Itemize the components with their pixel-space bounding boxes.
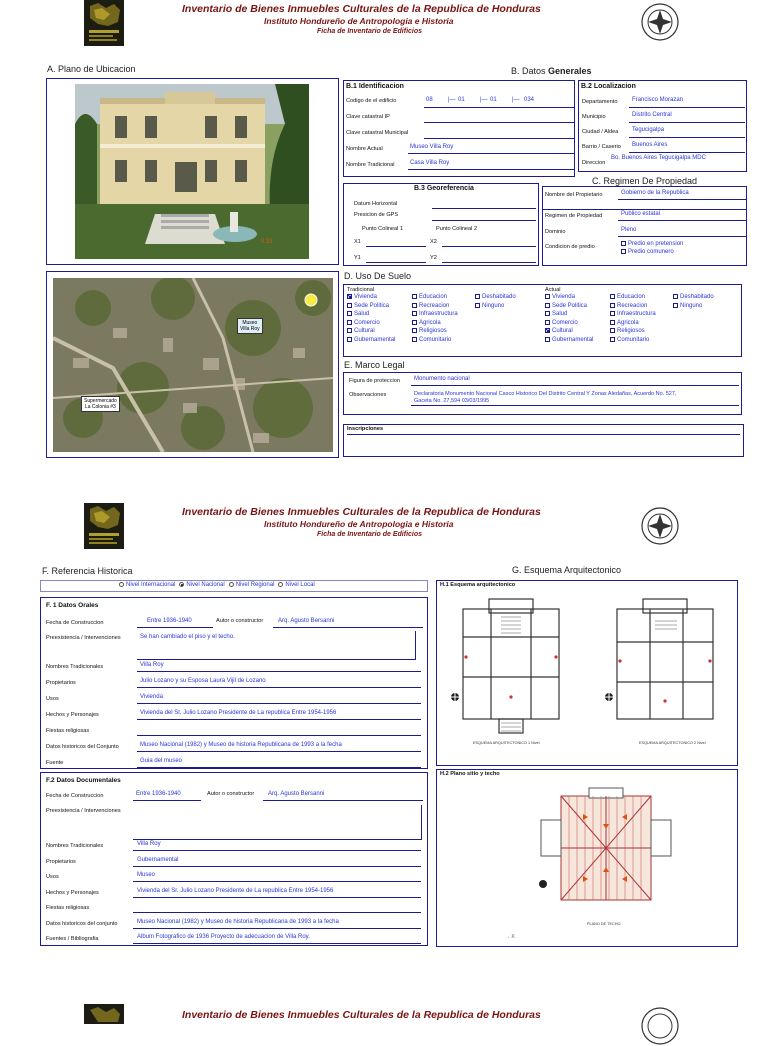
nombre-actual-value[interactable]: Museo Villa Roy — [410, 144, 454, 150]
uso-trad-salud[interactable]: Salud — [347, 311, 369, 317]
barrio-value[interactable]: Buenos Aires — [632, 142, 668, 148]
floor-plan-1-drawing — [451, 597, 571, 747]
f2-rows-fuente-value[interactable]: Album Fotografico de 1936 Proyecto de adecuacion de Villa Roy. — [137, 934, 310, 940]
checkbox[interactable] — [610, 320, 615, 325]
ciudad-value[interactable]: Tegucigalpa — [632, 127, 665, 133]
y2-label: Y2 — [430, 255, 437, 261]
inscripciones-box — [343, 424, 744, 457]
uso-trad-cultural[interactable]: Cultural — [347, 328, 375, 334]
f1-fecha-label: Fecha de Construccion — [46, 620, 104, 626]
checkbox[interactable] — [412, 311, 417, 316]
h1-caption-1: ESQUEMA ARQUITECTONICO 1 Nivel — [473, 741, 540, 745]
uso-actual-gubernamental[interactable]: Gubernamental — [545, 337, 593, 343]
nombre-trad-value[interactable]: Casa Villa Roy — [410, 160, 450, 166]
logo-graphic-icon — [84, 0, 124, 46]
f2-rows-nom-value[interactable]: Villa Roy — [137, 841, 161, 847]
radio-nivel-regional[interactable]: Nivel Regional — [225, 582, 275, 588]
punto-2-label: Punto Colineal 2 — [436, 226, 478, 232]
clave-mun-label: Clave catastral Municipal — [346, 130, 409, 136]
roof-plan-drawing — [535, 784, 675, 914]
y1-label: Y1 — [354, 255, 361, 261]
f2-autor-label: Autor o constructor — [207, 791, 255, 797]
reg-value[interactable]: Publico estatal — [621, 211, 661, 217]
ihah-seal-icon — [640, 506, 680, 546]
x2-label: X2 — [430, 239, 437, 245]
f2-pre-label: Preexistencia / Intervenciones — [46, 808, 121, 814]
checkbox[interactable] — [412, 328, 417, 333]
f1-title: F. 1 Datos Orales — [46, 602, 99, 609]
header-form-2: Ficha de Inventario de Edificios — [317, 531, 423, 538]
fig-value[interactable]: Monumento nacional — [414, 376, 470, 382]
f1-pre-label: Preexistencia / Intervenciones — [46, 635, 121, 641]
actual-label: Actual — [545, 287, 561, 293]
checkbox[interactable] — [545, 337, 550, 342]
punto-1-label: Punto Colineal 1 — [362, 226, 404, 232]
uso-actual-infraestructura[interactable]: Infraestructura — [610, 311, 656, 317]
checkbox[interactable] — [545, 328, 550, 333]
mun-value[interactable]: Distrito Central — [632, 112, 672, 118]
checkbox[interactable] — [545, 294, 550, 299]
cond-label: Condicion de predio — [545, 244, 595, 250]
checkbox[interactable] — [610, 294, 615, 299]
f2-title: F.2 Datos Documentales — [46, 777, 121, 784]
f2-rows-usos-label: Usos — [46, 874, 59, 880]
uso-actual-salud[interactable]: Salud — [545, 311, 567, 317]
f2-rows-usos-value[interactable]: Museo — [137, 872, 156, 878]
f1-rows-usos-label: Usos — [46, 696, 59, 702]
codigo-dash-1: |— — [448, 97, 456, 103]
checkbox[interactable] — [545, 320, 550, 325]
section-c-title: C. Regimen De Propiedad — [592, 176, 698, 186]
precision-label: Presicion de GPS — [354, 212, 399, 218]
section-g-title: G. Esquema Arquitectonico — [512, 565, 622, 575]
header-institute-2: Instituto Hondureño de Antropologia e Historia — [264, 519, 454, 529]
nivel-radio-group — [40, 580, 428, 592]
checkbox[interactable] — [545, 311, 550, 316]
checkbox[interactable] — [347, 303, 352, 308]
mun-label: Municipio — [582, 114, 606, 120]
dom-label: Dominio — [545, 229, 566, 235]
logo-graphic-icon — [84, 1004, 124, 1024]
f2-rows-datos-value[interactable]: Museo Nacional (1982) y Museo de historia Republicana de 1993 a la fecha — [137, 918, 339, 925]
b1-identificacion — [343, 80, 575, 177]
map-label-super: Supermercado La Colonia #3 — [81, 396, 120, 412]
checkbox[interactable] — [610, 328, 615, 333]
dir-value[interactable]: Bo. Buenos Aires Tegucigalpa MDC — [611, 155, 706, 161]
f2-rows-prop-value[interactable]: Gubernamental — [137, 856, 179, 863]
uso-trad-recreacion[interactable]: Recreacion — [412, 303, 449, 309]
ihah-seal-icon — [640, 1006, 680, 1046]
header-institute: Instituto Hondureño de Antropologia e Historia — [264, 16, 454, 26]
uso-trad-comercio[interactable]: Comercio — [347, 320, 380, 326]
checkbox[interactable] — [673, 303, 678, 308]
b2-title: B.2 Localizacion — [581, 83, 636, 90]
logo-graphic-icon — [84, 503, 124, 549]
f2-rows-prop-label: Propietarios — [46, 858, 76, 865]
f1-rows-datos-label: Datos historicos del Conjunto — [46, 744, 119, 750]
f2-datos-documentales — [40, 772, 428, 946]
checkbox[interactable] — [347, 337, 352, 342]
uso-trad-ninguno[interactable]: Ninguno — [475, 303, 504, 309]
uso-trad-comunitario[interactable]: Comunitario — [412, 337, 451, 343]
section-d-title: D. Uso De Suelo — [344, 271, 412, 281]
floor-plan-2-drawing — [605, 597, 725, 747]
f1-rows-hechos-value[interactable]: Vivienda del Sr. Julio Lozano Presidente de La republica Entre 1954-1956 — [140, 710, 337, 716]
checkbox[interactable] — [475, 294, 480, 299]
d-uso-suelo — [343, 284, 742, 357]
uso-trad-gubernamental[interactable]: Gubernamental — [347, 337, 395, 343]
checkbox[interactable] — [475, 303, 480, 308]
e-marco-legal — [343, 372, 742, 415]
uso-trad-educacion[interactable]: Educacion — [412, 294, 447, 300]
uso-actual-ninguno[interactable]: Ninguno — [673, 303, 702, 309]
radio-nivel-internacional[interactable]: Nivel Internacional — [115, 582, 175, 588]
prop-label: Nombre del Propietario — [545, 192, 603, 198]
f1-rows-nom-label: Nombres Tradicionales — [46, 664, 104, 670]
f1-datos-orales — [40, 597, 428, 769]
checkbox[interactable] — [412, 294, 417, 299]
depto-value[interactable]: Francisco Morazan — [632, 97, 684, 103]
dir-label: Direccion — [582, 160, 606, 166]
codigo-dash-3: |— — [512, 97, 520, 103]
trad-label: Tradicional — [347, 287, 375, 293]
uso-actual-educacion[interactable]: Educacion — [610, 294, 645, 300]
obs-line-2[interactable]: Gaceta No. 27,594 03/03/1995 — [414, 398, 490, 404]
checkbox[interactable] — [347, 320, 352, 325]
uso-trad-agricola[interactable]: Agricola — [412, 320, 441, 326]
checkbox[interactable] — [610, 337, 615, 342]
section-e-title: E. Marco Legal — [344, 360, 405, 370]
f2-fecha-label: Fecha de Construccion — [46, 793, 104, 799]
f1-pre-value[interactable]: Se han cambiado el piso y el techo. — [140, 634, 235, 640]
uso-actual-recreacion[interactable]: Recreacion — [610, 303, 647, 309]
map-label-museo: Museo Villa Roy — [237, 318, 263, 334]
uso-trad-deshabitado[interactable]: Deshabitado — [475, 294, 516, 300]
uso-actual-religiosos[interactable]: Religiosos — [610, 328, 645, 334]
uso-actual-sede-politica[interactable]: Sede Politica — [545, 303, 587, 309]
obs-label: Observaciones — [349, 392, 387, 398]
h2-plano-sitio — [436, 769, 738, 947]
x1-label: X1 — [354, 239, 361, 245]
checkbox[interactable] — [347, 311, 352, 316]
f2-autor-value[interactable]: Arq. Agusto Bersanni — [268, 791, 325, 797]
cond-opt-1[interactable]: Predio en pretension — [621, 241, 683, 247]
codigo-part-3[interactable]: 01 — [490, 97, 497, 103]
header-title-2: Inventario de Bienes Inmuebles Culturales de la Republica de Honduras — [182, 506, 541, 518]
ciudad-label: Ciudad / Aldea — [582, 129, 619, 135]
datum-label: Datum Horizontal — [354, 201, 398, 207]
uso-trad-vivienda[interactable]: Vivienda — [347, 294, 377, 300]
nombre-trad-label: Nombre Tradicional — [346, 162, 395, 168]
clave-ip-label: Clave catastral IP — [346, 114, 390, 120]
dom-value[interactable]: Pleno — [621, 227, 637, 233]
ihah-logo-2 — [84, 503, 124, 549]
checkbox[interactable] — [610, 303, 615, 308]
checkbox[interactable] — [412, 337, 417, 342]
f2-rows-nom-label: Nombres Tradicionales — [46, 843, 104, 849]
b1-title: B.1 Identificacion — [346, 83, 404, 90]
photo-stamp: 0.31 — [261, 239, 273, 245]
uso-actual-deshabitado[interactable]: Deshabitado — [673, 294, 714, 300]
f1-rows-prop-label: Propietarios — [46, 680, 76, 686]
nombre-actual-label: Nombre Actual — [346, 146, 383, 152]
f1-autor-value[interactable]: Arq. Agusto Bersanni — [278, 618, 335, 624]
f1-rows-fuente-label: Fuente — [46, 760, 64, 766]
fig-label: Figura de proteccion — [349, 378, 400, 384]
prop-value[interactable]: Gobierno de la Republica — [621, 190, 689, 196]
codigo-label: Codigo de el edificio — [346, 98, 397, 104]
f1-rows-hechos-label: Hechos y Personajes — [46, 712, 99, 718]
f1-rows-fiestas-label: Fiestas religiosas — [46, 728, 90, 734]
f1-rows-fuente-value[interactable]: Guia del museo — [140, 758, 183, 764]
f1-pre-box — [137, 631, 416, 660]
section-f-title: F. Referencia Historica — [42, 566, 133, 576]
f2-fecha-value[interactable]: Entre 1936-1940 — [136, 791, 181, 797]
h1-esquema — [436, 580, 738, 766]
checkbox[interactable] — [673, 294, 678, 299]
uso-actual-comunitario[interactable]: Comunitario — [610, 337, 649, 343]
f2-pre-box — [133, 805, 422, 840]
radio-nivel-local[interactable]: Nivel Local — [274, 582, 314, 588]
header-form: Ficha de Inventario de Edificios — [317, 28, 423, 35]
f2-rows-fuente-label: Fuentes / Bibliografia — [46, 936, 99, 942]
uso-actual-agricola[interactable]: Agricola — [610, 320, 639, 326]
photo-box — [46, 78, 339, 265]
c-regimen — [542, 186, 747, 266]
b3-georeferencia — [343, 183, 539, 266]
uso-actual-vivienda[interactable]: Vivienda — [545, 294, 575, 300]
h1-title: H.1 Esquema arquitectonico — [440, 582, 516, 588]
b2-localizacion — [578, 80, 747, 172]
uso-trad-religiosos[interactable]: Religiosos — [412, 328, 447, 334]
cond-opt-2[interactable]: Predio comunero — [621, 249, 674, 255]
uso-trad-sede-politica[interactable]: Sede Politica — [347, 303, 389, 309]
building-photo — [75, 84, 309, 259]
f1-rows-usos-value[interactable]: Vivienda — [140, 694, 163, 700]
header-title-3: Inventario de Bienes Inmuebles Culturales de la Republica de Honduras — [182, 1009, 541, 1021]
codigo-part-2[interactable]: 01 — [458, 97, 465, 103]
barrio-label: Barrio / Caserio — [582, 144, 621, 150]
uso-actual-comercio[interactable]: Comercio — [545, 320, 578, 326]
uso-actual-cultural[interactable]: Cultural — [545, 328, 573, 334]
checkbox[interactable] — [610, 311, 615, 316]
h2-title: H.2 Plano sitio y techo — [440, 771, 500, 777]
checkbox[interactable] — [412, 303, 417, 308]
aerial-map — [53, 278, 333, 452]
f1-rows-datos-value[interactable]: Museo Nacional (1982) y Museo de historia Republicana de 1993 a la fecha — [140, 742, 342, 748]
codigo-part-1[interactable]: 08 — [426, 97, 433, 103]
checkbox[interactable] — [347, 294, 352, 299]
radio-nivel-nacional[interactable]: Nivel Nacional — [175, 582, 224, 588]
depto-label: Departamento — [582, 99, 618, 105]
reg-label: Regimen de Propiedad — [545, 213, 603, 219]
codigo-part-4[interactable]: 034 — [524, 97, 535, 103]
f2-rows-fiestas-label: Fiestas religiosas — [46, 905, 90, 911]
f1-fecha-value[interactable]: Entre 1936-1940 — [147, 618, 192, 624]
f1-autor-label: Autor o constructor — [216, 618, 264, 624]
h2-caption: PLANO DE TECHO — [587, 922, 621, 926]
f2-rows-hechos-value[interactable]: Vivienda del Sr. Julio Lozano Presidente de La republica Entre 1954-1956 — [137, 887, 334, 894]
uso-trad-infraestructura[interactable]: Infraestructura — [412, 311, 458, 317]
h1-caption-2: ESQUEMA ARQUITECTONICO 2 Nivel — [639, 741, 706, 745]
map-box — [46, 271, 339, 458]
ihah-logo-3 — [84, 1004, 124, 1024]
insc-label: Inscripciones — [347, 426, 384, 432]
obs-line-1[interactable]: Declaratoria Monumento Nacional Casco Historico Del Distrito Central Y Zonas Aledañas, Acuerdo No. 527, — [414, 391, 677, 397]
checkbox[interactable] — [545, 303, 550, 308]
f1-rows-prop-value[interactable]: Julio Lozano y su Esposa Laura Vijil de Lozano — [140, 678, 266, 684]
checkbox[interactable] — [347, 328, 352, 333]
ihah-seal-icon — [640, 2, 680, 42]
codigo-dash-2: |— — [480, 97, 488, 103]
section-a-title: A. Plano de Ubicacion — [47, 64, 136, 74]
section-b-title: B. Datos Generales — [511, 66, 592, 76]
header-title: Inventario de Bienes Inmuebles Culturales de la Republica de Honduras — [182, 3, 541, 15]
b3-title: B.3 Georeferencia — [414, 185, 474, 192]
f1-rows-nom-value[interactable]: Villa Roy — [140, 662, 164, 668]
f2-rows-hechos-label: Hechos y Personajes — [46, 889, 99, 896]
f2-rows-datos-label: Datos historicos del conjunto — [46, 920, 118, 927]
ihah-logo — [84, 0, 124, 46]
checkbox[interactable] — [412, 320, 417, 325]
h2-north: → X — [505, 934, 515, 940]
